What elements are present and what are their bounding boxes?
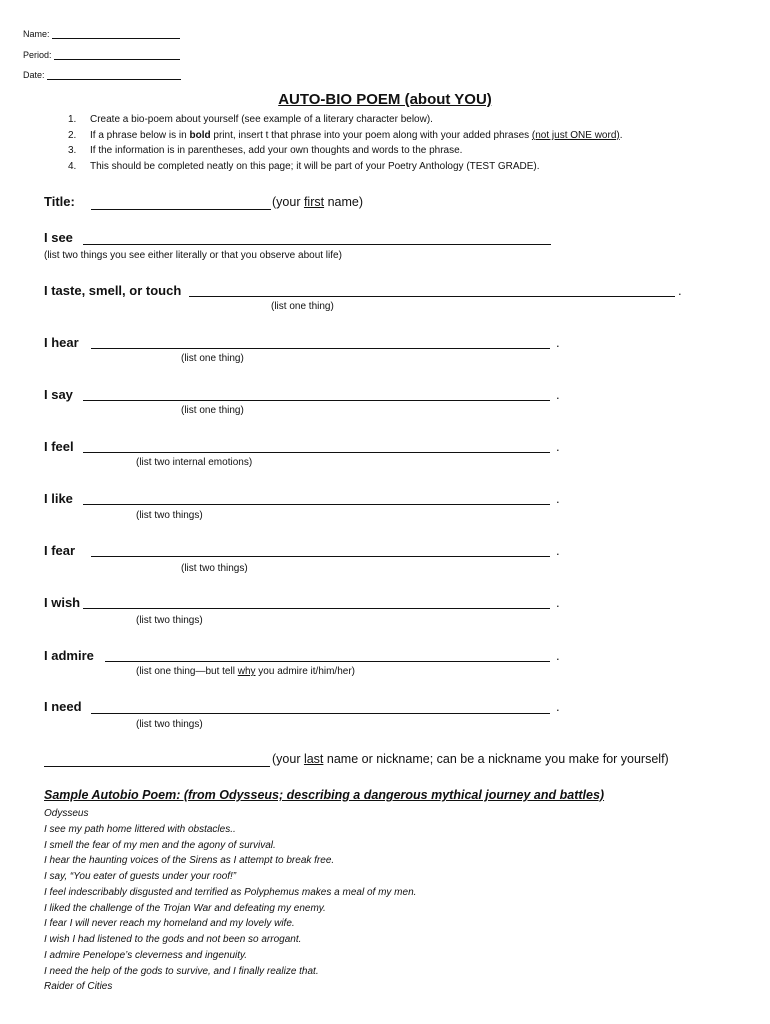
- sample-line: I liked the challenge of the Trojan War and defeating my enemy.: [44, 903, 326, 914]
- say-period: .: [556, 387, 560, 402]
- taste-label: I taste, smell, or touch: [44, 283, 182, 298]
- fear-period: .: [556, 543, 560, 558]
- title-label: Title:: [44, 194, 75, 209]
- taste-hint: (list one thing): [271, 301, 334, 312]
- period-field-row: [23, 50, 180, 60]
- title-hint-underlined: first: [303, 195, 325, 209]
- last-name-input-line[interactable]: [44, 766, 270, 767]
- instruction-4: [68, 161, 539, 172]
- instruction-bold-word: bold: [189, 130, 211, 141]
- title-hint-text: (your: [272, 195, 304, 209]
- taste-period: .: [678, 283, 682, 298]
- wish-period: .: [556, 595, 560, 610]
- instruction-number: 1.: [68, 114, 77, 125]
- like-period: .: [556, 491, 560, 506]
- say-label: I say: [44, 387, 73, 402]
- hear-input-line[interactable]: [91, 348, 550, 349]
- feel-hint: (list two internal emotions): [136, 457, 253, 468]
- fear-label: I fear: [44, 543, 76, 558]
- need-label: I need: [44, 699, 82, 714]
- last-name-hint: [272, 752, 669, 766]
- last-hint-text: name or nickname; can be a nickname you make for yourself): [323, 752, 669, 766]
- sample-line: I feel indescribably disgusted and terrified as Polyphemus makes a meal of my men.: [44, 887, 417, 898]
- sample-line: I fear I will never reach my homeland and my lovely wife.: [44, 918, 295, 929]
- like-label: I like: [44, 491, 73, 506]
- date-label: Date:: [23, 70, 45, 80]
- admire-period: .: [556, 648, 560, 663]
- instruction-text: If a phrase below is in: [90, 130, 190, 141]
- sample-line: I admire Penelope’s cleverness and ingenuity.: [44, 950, 248, 961]
- sample-line: I see my path home littered with obstacles..: [44, 824, 236, 835]
- see-label: I see: [44, 230, 73, 245]
- admire-hint: [136, 666, 355, 677]
- instruction-3: [68, 145, 462, 156]
- like-input-line[interactable]: [83, 504, 550, 505]
- sample-heading: Sample Autobio Poem: (from Odysseus; describing a dangerous mythical journey and battles): [44, 788, 605, 802]
- sample-line: I wish I had listened to the gods and not been so arrogant.: [44, 934, 302, 945]
- like-hint: (list two things): [136, 510, 203, 521]
- hear-hint: (list one thing): [181, 353, 244, 364]
- page-title: AUTO-BIO POEM (about YOU): [278, 91, 492, 108]
- title-input-line[interactable]: [91, 209, 271, 210]
- taste-input-line[interactable]: [189, 296, 675, 297]
- name-label: Name:: [23, 29, 50, 39]
- admire-hint-text: you admire it/him/her): [255, 666, 355, 677]
- wish-hint: (list two things): [136, 615, 203, 626]
- need-period: .: [556, 699, 560, 714]
- instruction-text: .: [619, 130, 623, 141]
- last-hint-underlined: last: [303, 752, 324, 766]
- feel-input-line[interactable]: [83, 452, 550, 453]
- instruction-text: Create a bio-poem about yourself (see example of a literary character below).: [90, 114, 433, 125]
- sample-line: Odysseus: [44, 808, 89, 819]
- instruction-underlined: (not just ONE word): [531, 130, 620, 141]
- instruction-text: This should be completed neatly on this page; it will be part of your Poetry Anthology (TEST GRADE).: [90, 161, 540, 172]
- name-field-row: [23, 29, 180, 39]
- instruction-2: [68, 130, 623, 141]
- sample-line: I need the help of the gods to survive, and I finally realize that.: [44, 966, 319, 977]
- instruction-text: If the information is in parentheses, add your own thoughts and words to the phrase.: [90, 145, 463, 156]
- title-hint: [272, 195, 363, 209]
- sample-line: Raider of Cities: [44, 981, 113, 992]
- hear-period: .: [556, 335, 560, 350]
- need-input-line[interactable]: [91, 713, 550, 714]
- date-input-line[interactable]: [47, 70, 181, 80]
- title-hint-text: name): [324, 195, 363, 209]
- date-field-row: [23, 70, 181, 80]
- sample-line: I hear the haunting voices of the Sirens as I attempt to break free.: [44, 855, 335, 866]
- sample-line: I say, “You eater of guests under your roof!”: [44, 871, 237, 882]
- hear-label: I hear: [44, 335, 79, 350]
- admire-label: I admire: [44, 648, 94, 663]
- period-input-line[interactable]: [54, 50, 180, 60]
- fear-hint: (list two things): [181, 563, 248, 574]
- need-hint: (list two things): [136, 719, 203, 730]
- instruction-text: print, insert t that phrase into your poem along with your added phrases: [210, 130, 532, 141]
- see-input-line[interactable]: [83, 244, 551, 245]
- instruction-number: 3.: [68, 145, 77, 156]
- feel-period: .: [556, 439, 560, 454]
- period-label: Period:: [23, 50, 52, 60]
- say-hint: (list one thing): [181, 405, 244, 416]
- say-input-line[interactable]: [83, 400, 550, 401]
- admire-input-line[interactable]: [105, 661, 550, 662]
- instruction-number: 2.: [68, 130, 77, 141]
- wish-input-line[interactable]: [83, 608, 550, 609]
- sample-line: I smell the fear of my men and the agony of survival.: [44, 840, 276, 851]
- admire-hint-text: (list one thing—but tell: [136, 666, 238, 677]
- instruction-1: [68, 114, 433, 125]
- feel-label: I feel: [44, 439, 74, 454]
- fear-input-line[interactable]: [91, 556, 550, 557]
- see-hint: (list two things you see either literally or that you observe about life): [44, 250, 342, 261]
- wish-label: I wish: [44, 595, 81, 610]
- name-input-line[interactable]: [52, 29, 180, 39]
- last-hint-text: (your: [272, 752, 304, 766]
- instruction-number: 4.: [68, 161, 77, 172]
- admire-hint-underlined: why: [237, 666, 256, 677]
